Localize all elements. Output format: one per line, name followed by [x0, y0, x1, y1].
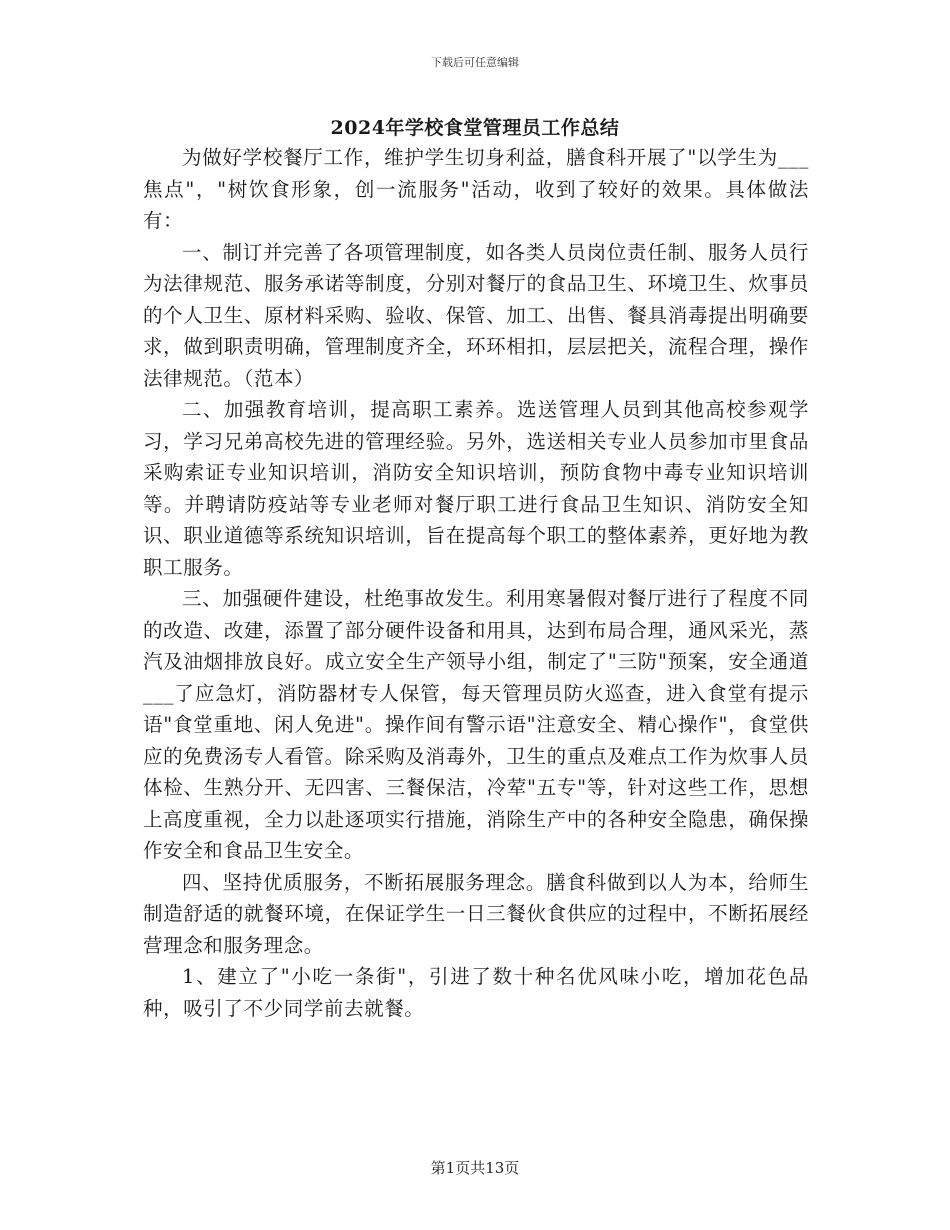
- document-title: 2024年学校食堂管理员工作总结: [330, 117, 620, 139]
- document-body: [143, 142, 809, 1024]
- paragraph-item-1: 1、建立了"小吃一条街"，引进了数十种名优风味小吃，增加花色品种，吸引了不少同学前去就餐。: [143, 965, 809, 1020]
- paragraph-section-4: 四、坚持优质服务，不断拓展服务理念。膳食科做到以人为本，给师生制造舒适的就餐环境，在保证学生一日三餐伙食供应的过程中，不断拓展经营理念和服务理念。: [143, 870, 809, 957]
- paragraph-section-2: 二、加强教育培训，提高职工素养。选送管理人员到其他高校参观学习，学习兄弟高校先进的管理经验。另外，选送相关专业人员参加市里食品采购索证专业知识培训，消防安全知识培训，预防食物中毒专业知识培训等。并聘请防疫站等专业老师对餐厅职工进行食品卫生知识、消防安全知识、职业道德等系统知识培训，旨在提高每个职工的整体素养，更好地为教职工服务。: [143, 398, 809, 579]
- paragraph-intro: 为做好学校餐厅工作，维护学生切身利益，膳食科开展了"以学生为___焦点"，"树饮食形象，创一流服务"活动，收到了较好的效果。具体做法有：: [143, 146, 809, 232]
- page-number: 第1页共13页: [430, 1159, 520, 1177]
- download-note: 下载后可任意编辑: [431, 56, 519, 69]
- paragraph-section-3: 三、加强硬件建设，杜绝事故发生。利用寒暑假对餐厅进行了程度不同的改造、改建，添置了部分硬件设备和用具，达到布局合理，通风采光，蒸汽及油烟排放良好。成立安全生产领导小组，制定了"三防"预案，安全通道___了应急灯，消防器材专人保管，每天管理员防火巡查，进入食堂有提示语"食堂重地、闲人免进"。操作间有警示语"注意安全、精心操作"，食堂供应的免费汤专人看管。除采购及消毒外，卫生的重点及难点工作为炊事人员体检、生熟分开、无四害、三餐保洁，冷荤"五专"等，针对这些工作，思想上高度重视，全力以赴逐项实行措施，消除生产中的各种安全隐患，确保操作安全和食品卫生安全。: [143, 587, 809, 862]
- paragraph-section-1: 一、制订并完善了各项管理制度，如各类人员岗位责任制、服务人员行为法律规范、服务承诺等制度，分别对餐厅的食品卫生、环境卫生、炊事员的个人卫生、原材料采购、验收、保管、加工、出售、餐具消毒提出明确要求，做到职责明确，管理制度齐全，环环相扣，层层把关，流程合理，操作法律规范。（范本）: [143, 240, 809, 390]
